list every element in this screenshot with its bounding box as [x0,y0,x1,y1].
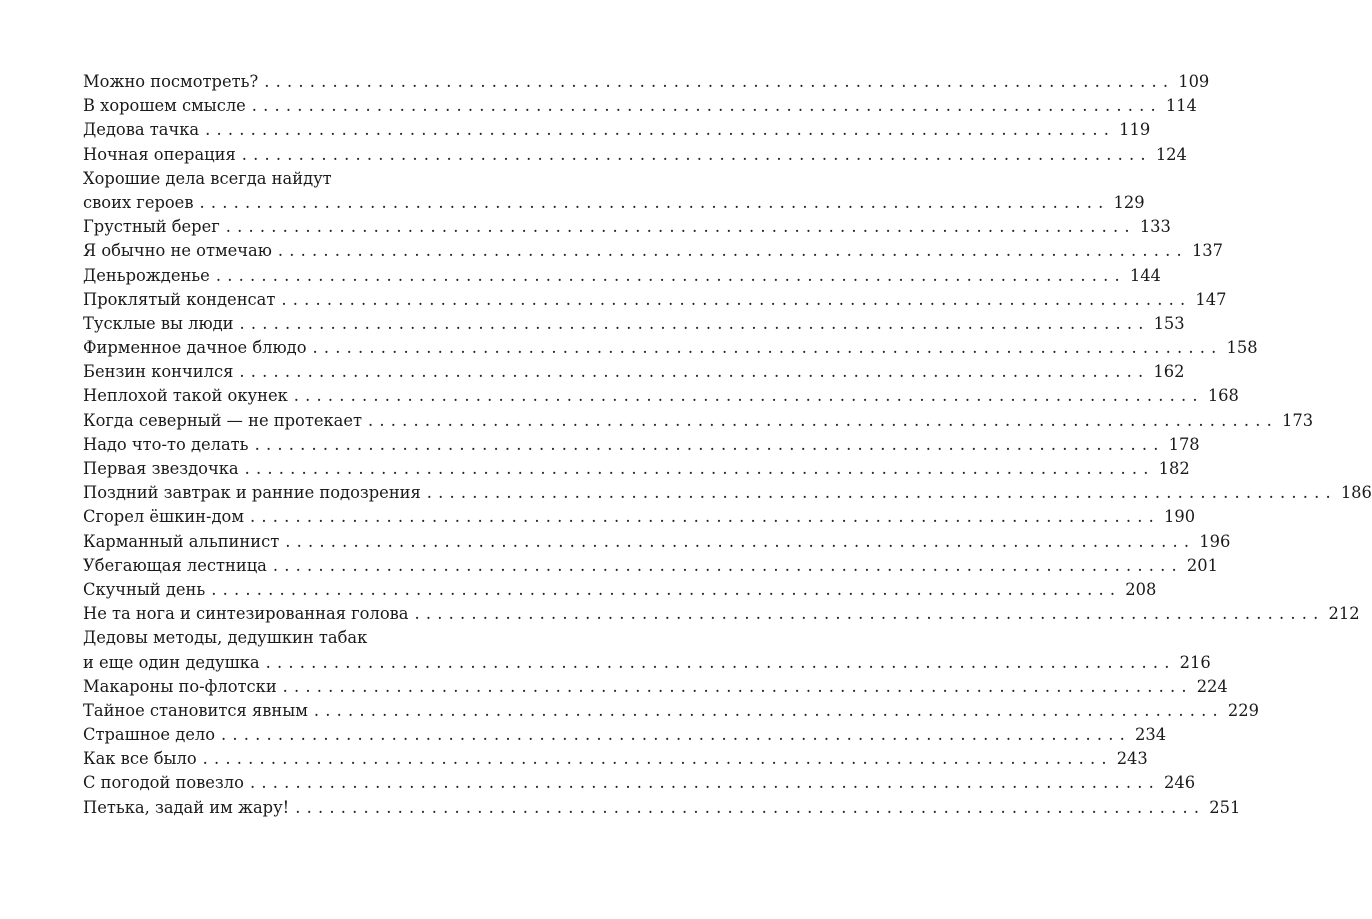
toc-entry-title: Фирменное дачное блюдо [83,338,307,358]
toc-entry-row [83,118,1151,142]
dot-leader: ................................................................................ [239,313,1150,333]
toc-entry-title: Карманный альпинист [83,531,280,551]
toc-page-number: 196 [1199,531,1231,551]
toc-entry [83,457,1190,481]
toc-page-number: 124 [1155,144,1187,164]
toc-entry [83,723,1167,747]
toc-entry-title: Дедовы методы, дедушкин табак [83,628,368,648]
dot-leader: ................................................................................ [426,483,1337,503]
toc-entry-row [83,699,1259,723]
toc-entry-row [83,554,1218,578]
dot-leader: ................................................................................ [312,338,1223,358]
toc-entry-row [83,505,1196,529]
toc-entry-title: и еще один дедушка [83,652,260,672]
toc-entry-title: Тусклые вы люди [83,313,234,333]
toc-entry-title-line [83,626,515,650]
toc-entry-row [83,433,1200,457]
dot-leader: ................................................................................ [221,725,1132,745]
toc-entry-title: Петька, задай им жару! [83,797,290,817]
toc-entry [83,239,1224,263]
toc-entry [83,94,1197,118]
toc-entry-row [83,239,1224,263]
dot-leader: ................................................................................ [239,362,1150,382]
toc-entry-title: своих героев [83,192,194,212]
toc-entry-title: Дедова тачка [83,120,200,140]
toc-entry [83,118,1151,142]
toc-entry-title: Надо что-то делать [83,434,249,454]
toc-entry-title: Первая звездочка [83,459,239,478]
toc-entry [83,167,1145,215]
toc-page-number: 190 [1164,507,1196,527]
toc-entry [83,409,1314,433]
toc-entry [83,264,1161,288]
toc-entry-row [83,360,1185,384]
toc-page-number: 173 [1282,410,1314,430]
dot-leader: ................................................................................ [368,410,1279,430]
toc-entry-row [83,675,1228,699]
dot-leader: ................................................................................ [215,265,1126,285]
dot-leader: ................................................................................ [272,555,1183,575]
toc-page-number: 158 [1226,338,1258,358]
toc-page-number: 133 [1139,217,1171,237]
toc-entry-title: Можно посмотреть? [83,72,259,91]
toc-entry-title: Я обычно не отмечаю [83,241,272,261]
toc-entry [83,796,1241,820]
toc-entry [83,554,1218,578]
toc-page-number: 114 [1165,96,1197,116]
toc-entry-title: Тайное становится явным [83,700,308,720]
toc-entry [83,143,1187,167]
toc-entry [83,699,1259,723]
dot-leader: ................................................................................ [254,434,1165,454]
toc-entry-title: Скучный день [83,579,206,599]
toc-entry-title: Когда северный — не протекает [83,410,363,430]
toc-page-number: 201 [1186,555,1218,575]
toc-entry-row [83,264,1161,288]
toc-entry-title: Проклятый конденсат [83,289,276,309]
toc-entry-row [83,70,1210,94]
toc-page-number: 137 [1191,241,1224,261]
dot-leader: ................................................................................ [211,579,1122,599]
toc-entry-row [83,215,1171,239]
toc-entry-row [83,747,1148,771]
toc-entry-row [83,384,1239,408]
toc-entry-title: Поздний завтрак и ранние подозрения [83,483,421,503]
toc-entry [83,70,1210,94]
dot-leader: ................................................................................ [285,531,1196,551]
toc-entry-row [83,530,1231,554]
toc-page-number: 162 [1153,362,1185,382]
toc-entry [83,288,1227,312]
dot-leader: ................................................................................ [249,773,1160,793]
dot-leader: ................................................................................ [251,96,1162,116]
dot-leader: ................................................................................ [414,604,1325,624]
toc-entry-title: Грустный берег [83,217,220,237]
dot-leader: ................................................................................ [202,749,1113,769]
table-of-contents [83,70,1372,820]
toc-entry-title: Макароны по-флотски [83,676,277,696]
toc-entry [83,336,1258,360]
toc-entry [83,433,1200,457]
toc-page-number: 147 [1195,289,1227,309]
toc-entry-title: Страшное дело [83,725,215,745]
toc-entry-row [83,336,1258,360]
dot-leader: ................................................................................ [205,120,1116,140]
toc-entry [83,505,1196,529]
dot-leader: ................................................................................ [199,192,1110,212]
toc-entry-title: Деньрожденье [83,265,210,285]
toc-page-number: 208 [1125,579,1157,599]
toc-entry-title: Не та нога и синтезированная голова [83,604,409,624]
toc-page-number: 243 [1116,749,1148,769]
toc-entry [83,675,1228,699]
toc-entry [83,312,1185,336]
dot-leader: ................................................................................ [281,289,1192,309]
toc-entry-row [83,723,1167,747]
toc-entry-row [83,288,1227,312]
toc-entry [83,481,1372,505]
toc-entry-title: Хорошие дела всегда найдут [83,168,332,188]
dot-leader: ................................................................................ [244,459,1155,478]
dot-leader: ................................................................................ [250,507,1161,527]
toc-entry-row [83,312,1185,336]
toc-entry-title: Убегающая лестница [83,555,267,575]
toc-entry [83,360,1185,384]
toc-page-number: 153 [1153,313,1185,333]
dot-leader: ................................................................................ [313,700,1224,720]
toc-page-number: 216 [1179,652,1211,672]
toc-entry-title-line [83,167,515,191]
toc-entry [83,530,1231,554]
dot-leader: ................................................................................ [241,144,1152,164]
toc-entry-row [83,578,1157,602]
toc-page-number: 144 [1129,265,1161,285]
toc-entry [83,626,1211,674]
toc-page-number: 234 [1135,725,1167,745]
toc-entry-title: Бензин кончился [83,362,234,382]
dot-leader: ................................................................................ [225,217,1136,237]
toc-entry-title: Как все было [83,749,197,769]
dot-leader: ................................................................................ [264,72,1175,91]
toc-entry-row [83,191,1145,215]
toc-entry-row [83,143,1187,167]
toc-page-number: 109 [1178,72,1210,91]
dot-leader: ................................................................................ [277,241,1188,261]
toc-page-number: 224 [1196,676,1228,696]
dot-leader: ................................................................................ [282,676,1193,696]
toc-page-number: 186 [1340,483,1372,503]
toc-entry-title: Ночная операция [83,144,236,164]
toc-entry-row [83,651,1211,675]
toc-entry-row [83,409,1314,433]
dot-leader: ................................................................................ [265,652,1176,672]
toc-entry [83,771,1196,795]
toc-page-number: 182 [1158,459,1190,478]
toc-entry [83,215,1171,239]
toc-page-number: 251 [1209,797,1241,817]
toc-page-number: 212 [1328,604,1360,624]
toc-entry-title: С погодой повезло [83,773,244,793]
toc-entry [83,578,1157,602]
toc-entry-row [83,94,1197,118]
toc-entry-title: Неплохой такой окунек [83,386,288,406]
toc-page-number: 168 [1207,386,1239,406]
toc-entry [83,747,1148,771]
toc-entry-row [83,457,1190,481]
toc-page-number: 246 [1163,773,1196,793]
dot-leader: ................................................................................ [293,386,1204,406]
toc-entry-title: В хорошем смысле [83,96,246,116]
toc-entry [83,602,1360,626]
toc-entry-row [83,771,1196,795]
toc-page-number: 129 [1113,192,1145,212]
toc-entry-row [83,481,1372,505]
toc-entry-row [83,602,1360,626]
dot-leader: ................................................................................ [295,797,1206,817]
toc-entry-row [83,796,1241,820]
toc-entry-title: Сгорел ёшкин-дом [83,507,245,527]
toc-page-number: 229 [1227,700,1259,720]
toc-page-number: 119 [1119,120,1151,140]
toc-page-number: 178 [1168,434,1200,454]
toc-entry [83,384,1239,408]
